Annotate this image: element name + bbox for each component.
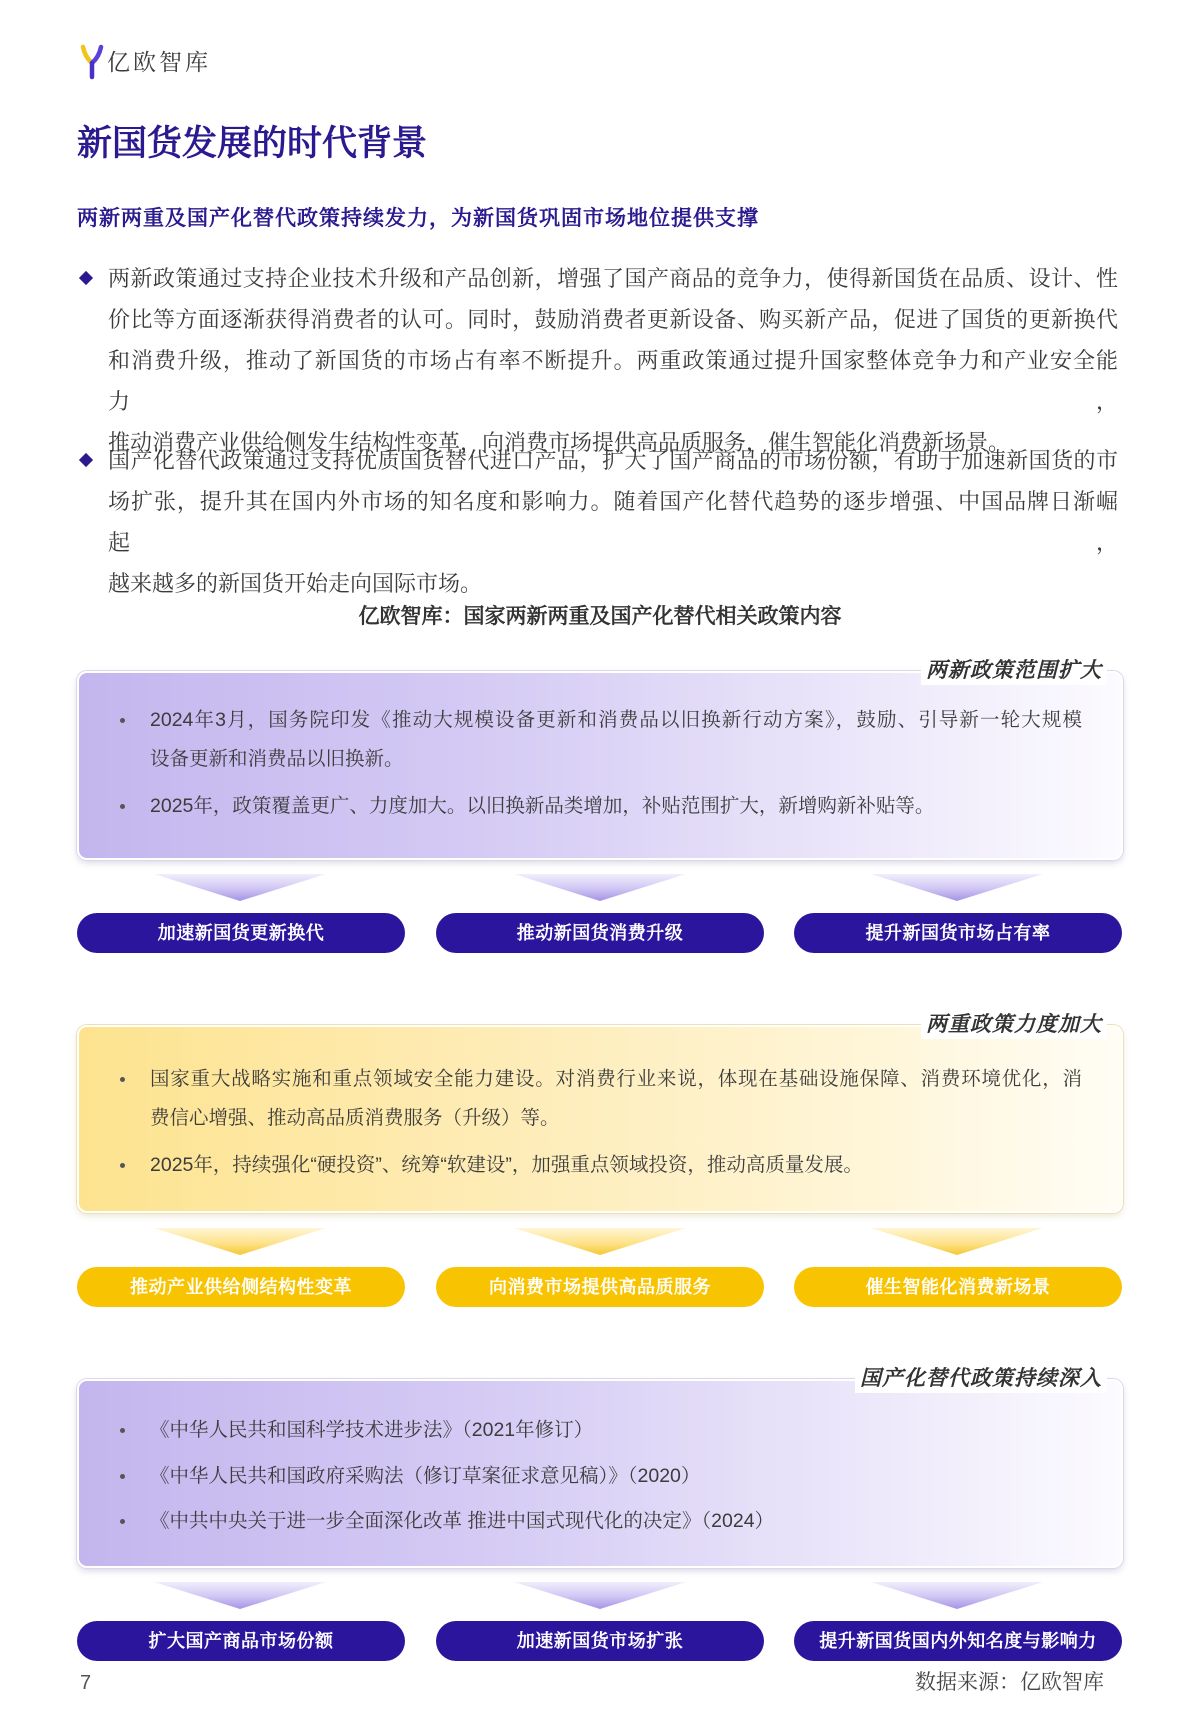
outcome-pill: 催生智能化消费新场景 (794, 1267, 1122, 1307)
down-arrow-icon (871, 1582, 1043, 1609)
outcome-pill: 扩大国产商品市场份额 (77, 1621, 405, 1661)
bullet-line: 国家重大战略实施和重点领域安全能力建设。对消费行业来说，体现在基础设施保障、消费环境优化，消 (150, 1068, 1082, 1090)
bullet-dot-icon (120, 718, 125, 723)
outcome-pill: 加速新国货更新换代 (77, 913, 405, 953)
outcome-pill: 提升新国货国内外知名度与影响力 (794, 1621, 1122, 1661)
policy-bullet-item (150, 1060, 1082, 1138)
policy-box-two-new (77, 659, 1123, 860)
bullet-line: 《中华人民共和国科学技术进步法》（2021年修订） (150, 1419, 594, 1441)
policy-box-label: 两重政策力度加大 (921, 1011, 1107, 1039)
bullet-dot-icon (120, 804, 125, 809)
section-subtitle: 两新两重及国产化替代政策持续发力，为新国货巩固市场地位提供支撑 (77, 207, 759, 230)
policy-bullet-item (150, 1457, 1082, 1496)
outcome-pill: 推动新国货消费升级 (436, 913, 764, 953)
yiou-logo-icon (80, 44, 104, 80)
outcome-pill: 向消费市场提供高品质服务 (436, 1267, 764, 1307)
paragraph-line: 价比等方面逐渐获得消费者的认可。同时，鼓励消费者更新设备、购买新产品，促进了国货的更新换代 (108, 307, 1118, 332)
policy-bullet-list (150, 1411, 1082, 1549)
bullet-dot-icon (120, 1163, 125, 1168)
outcome-pill: 加速新国货市场扩张 (436, 1621, 764, 1661)
paragraph-line: 国产化替代政策通过支持优质国货替代进口产品，扩大了国产商品的市场份额，有助于加速新国货的市 (108, 448, 1118, 473)
bullet-line: 设备更新和消费品以旧换新。 (150, 748, 404, 770)
page-number: 7 (80, 1672, 92, 1694)
outcome-pill: 推动产业供给侧结构性变革 (77, 1267, 405, 1307)
down-arrow-icon (514, 1228, 686, 1255)
bullet-line: 《中华人民共和国政府采购法（修订草案征求意见稿）》（2020） (150, 1465, 701, 1487)
paragraph-line: 场扩张，提升其在国内外市场的知名度和影响力。随着国产化替代趋势的逐步增强、中国品牌日渐崛起， (108, 489, 1118, 555)
paragraph-line: 越来越多的新国货开始走向国际市场。 (108, 571, 483, 596)
paragraph-line: 推动消费产业供给侧发生结构性变革，向消费市场提供高品质服务，催生智能化消费新场景。 (108, 430, 1011, 455)
bullet-line: 2025年，持续强化“硬投资”、统筹“软建设”，加强重点领域投资，推动高质量发展。 (150, 1154, 863, 1176)
policy-bullet-item (150, 1411, 1082, 1450)
policy-bullet-item (150, 1146, 1082, 1185)
policy-bullet-item (150, 787, 1082, 826)
down-arrow-icon (154, 874, 326, 901)
bullet-dot-icon (120, 1428, 125, 1433)
intro-paragraph (108, 258, 1118, 463)
down-arrow-icon (871, 874, 1043, 901)
data-source-note: 数据来源：亿欧智库 (915, 1671, 1104, 1694)
paragraph-line: 两新政策通过支持企业技术升级和产品创新，增强了国产商品的竞争力，使得新国货在品质、设计、性 (108, 266, 1118, 291)
figure-caption: 亿欧智库：国家两新两重及国产化替代相关政策内容 (358, 605, 842, 628)
policy-box-localization (77, 1367, 1123, 1568)
down-arrow-icon (514, 1582, 686, 1609)
down-arrow-icon (154, 1582, 326, 1609)
policy-bullet-list (150, 1060, 1082, 1193)
diamond-bullet-icon (79, 453, 93, 467)
bullet-line: 2025年，政策覆盖更广、力度加大。以旧换新品类增加，补贴范围扩大，新增购新补贴等。 (150, 795, 935, 817)
bullet-dot-icon (120, 1519, 125, 1524)
outcome-pill: 提升新国货市场占有率 (794, 913, 1122, 953)
down-arrow-icon (871, 1228, 1043, 1255)
paragraph-line: 和消费升级，推动了新国货的市场占有率不断提升。两重政策通过提升国家整体竞争力和产业安全能力， (108, 348, 1118, 414)
policy-box-two-major (77, 1013, 1123, 1213)
page-title: 新国货发展的时代背景 (77, 124, 428, 163)
down-arrow-icon (154, 1228, 326, 1255)
policy-bullet-item (150, 1502, 1082, 1541)
bullet-dot-icon (120, 1474, 125, 1479)
diamond-bullet-icon (79, 271, 93, 285)
intro-paragraph (108, 440, 1118, 604)
bullet-line: 《中共中央关于进一步全面深化改革 推进中国式现代化的决定》（2024） (150, 1510, 775, 1532)
down-arrow-icon (514, 874, 686, 901)
policy-box-label: 国产化替代政策持续深入 (855, 1365, 1107, 1393)
policy-bullet-item (150, 701, 1082, 779)
policy-bullet-list (150, 701, 1082, 834)
bullet-dot-icon (120, 1077, 125, 1082)
bullet-line: 2024年3月，国务院印发《推动大规模设备更新和消费品以旧换新行动方案》，鼓励、引导新一轮大规模 (150, 709, 1082, 731)
bullet-line: 费信心增强、推动高品质消费服务（升级）等。 (150, 1107, 560, 1129)
brand-logo-text: 亿欧智库 (107, 49, 211, 75)
policy-box-label: 两新政策范围扩大 (921, 657, 1107, 685)
